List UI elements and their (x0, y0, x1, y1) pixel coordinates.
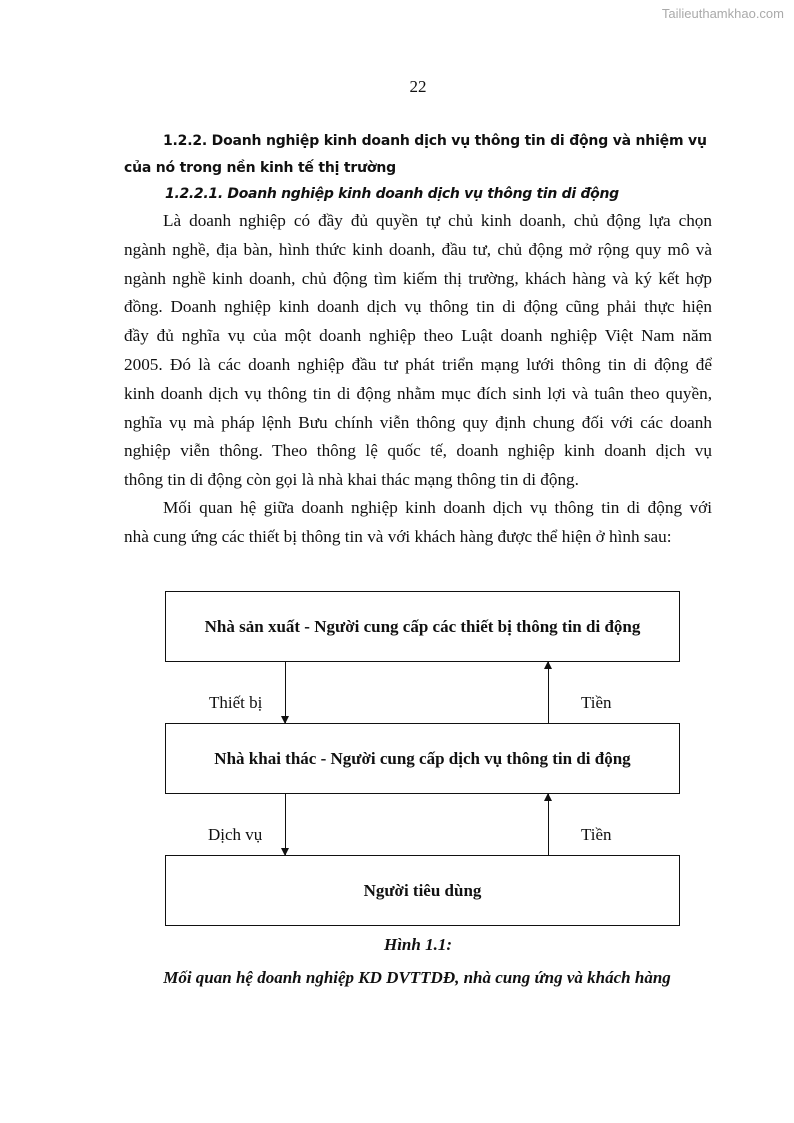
text-line: 2005. Đó là các doanh nghiệp đầu tư phát triển mạng lưới thông tin di động để (124, 354, 712, 374)
page-number: 22 (409, 77, 427, 96)
watermark: Tailieuthamkhao.com (661, 6, 784, 21)
flow-label-money: Tiền (581, 825, 612, 844)
arrow-down-icon (285, 662, 286, 723)
figure-number: Hình 1.1: (383, 935, 453, 954)
text-line: đầy đủ nghĩa vụ của một doanh nghiệp theo Luật doanh nghiệp Việt Nam năm (124, 326, 712, 346)
text-line: Là doanh nghiệp có đầy đủ quyền tự chủ kinh doanh, chủ động lựa chọn (163, 211, 712, 230)
text-line: nghĩa vụ mà pháp lệnh Bưu chính viễn thông quy định chung đối với các doanh (124, 412, 712, 432)
paragraph-relationship-intro (124, 494, 712, 552)
text-line: ngành nghề kinh doanh, chủ động tìm kiếm thị trường, khách hàng và ký kết hợp (124, 268, 712, 288)
arrow-up-icon (548, 662, 549, 723)
flow-label-money: Tiền (581, 693, 612, 712)
diagram-box-consumer: Người tiêu dùng (165, 855, 680, 926)
figure-title: Mối quan hệ doanh nghiệp KD DVTTDĐ, nhà cung ứng và khách hàng (163, 968, 671, 987)
flow-label-service: Dịch vụ (208, 825, 263, 844)
text-line: nghiệp viễn thông. Theo thông lệ quốc tế, doanh nghiệp kinh doanh dịch vụ (124, 441, 712, 461)
text-line: đồng. Doanh nghiệp kinh doanh dịch vụ thông tin di động cũng phải thực hiện (124, 297, 712, 317)
section-heading-1-2-2-1: 1.2.2.1. Doanh nghiệp kinh doanh dịch vụ thông tin di động (165, 186, 619, 202)
text-line: thông tin di động còn gọi là nhà khai thác mạng thông tin di động. (124, 470, 579, 490)
diagram-box-operator: Nhà khai thác - Người cung cấp dịch vụ thông tin di động (165, 723, 680, 794)
text-line: ngành nghề, địa bàn, hình thức kinh doanh, đầu tư, chủ động mở rộng quy mô và (124, 239, 712, 259)
text-line: nhà cung ứng các thiết bị thông tin và với khách hàng được thể hiện ở hình sau: (124, 526, 672, 546)
arrow-up-icon (548, 794, 549, 855)
arrow-down-icon (285, 794, 286, 855)
diagram-box-manufacturer: Nhà sản xuất - Người cung cấp các thiết bị thông tin di động (165, 591, 680, 662)
flow-label-equipment: Thiết bị (209, 693, 263, 712)
heading-line-1: 1.2.2. Doanh nghiệp kinh doanh dịch vụ thông tin di động và nhiệm vụ (163, 133, 707, 149)
heading-line-2: của nó trong nền kinh tế thị trường (124, 160, 396, 176)
section-heading-1-2-2 (124, 128, 714, 182)
paragraph-definition (124, 207, 712, 495)
text-line: kinh doanh dịch vụ thông tin di động nhằm mục đích sinh lợi và tuân theo quyền, (124, 383, 712, 403)
text-line: Mối quan hệ giữa doanh nghiệp kinh doanh dịch vụ thông tin di động với (163, 498, 712, 517)
